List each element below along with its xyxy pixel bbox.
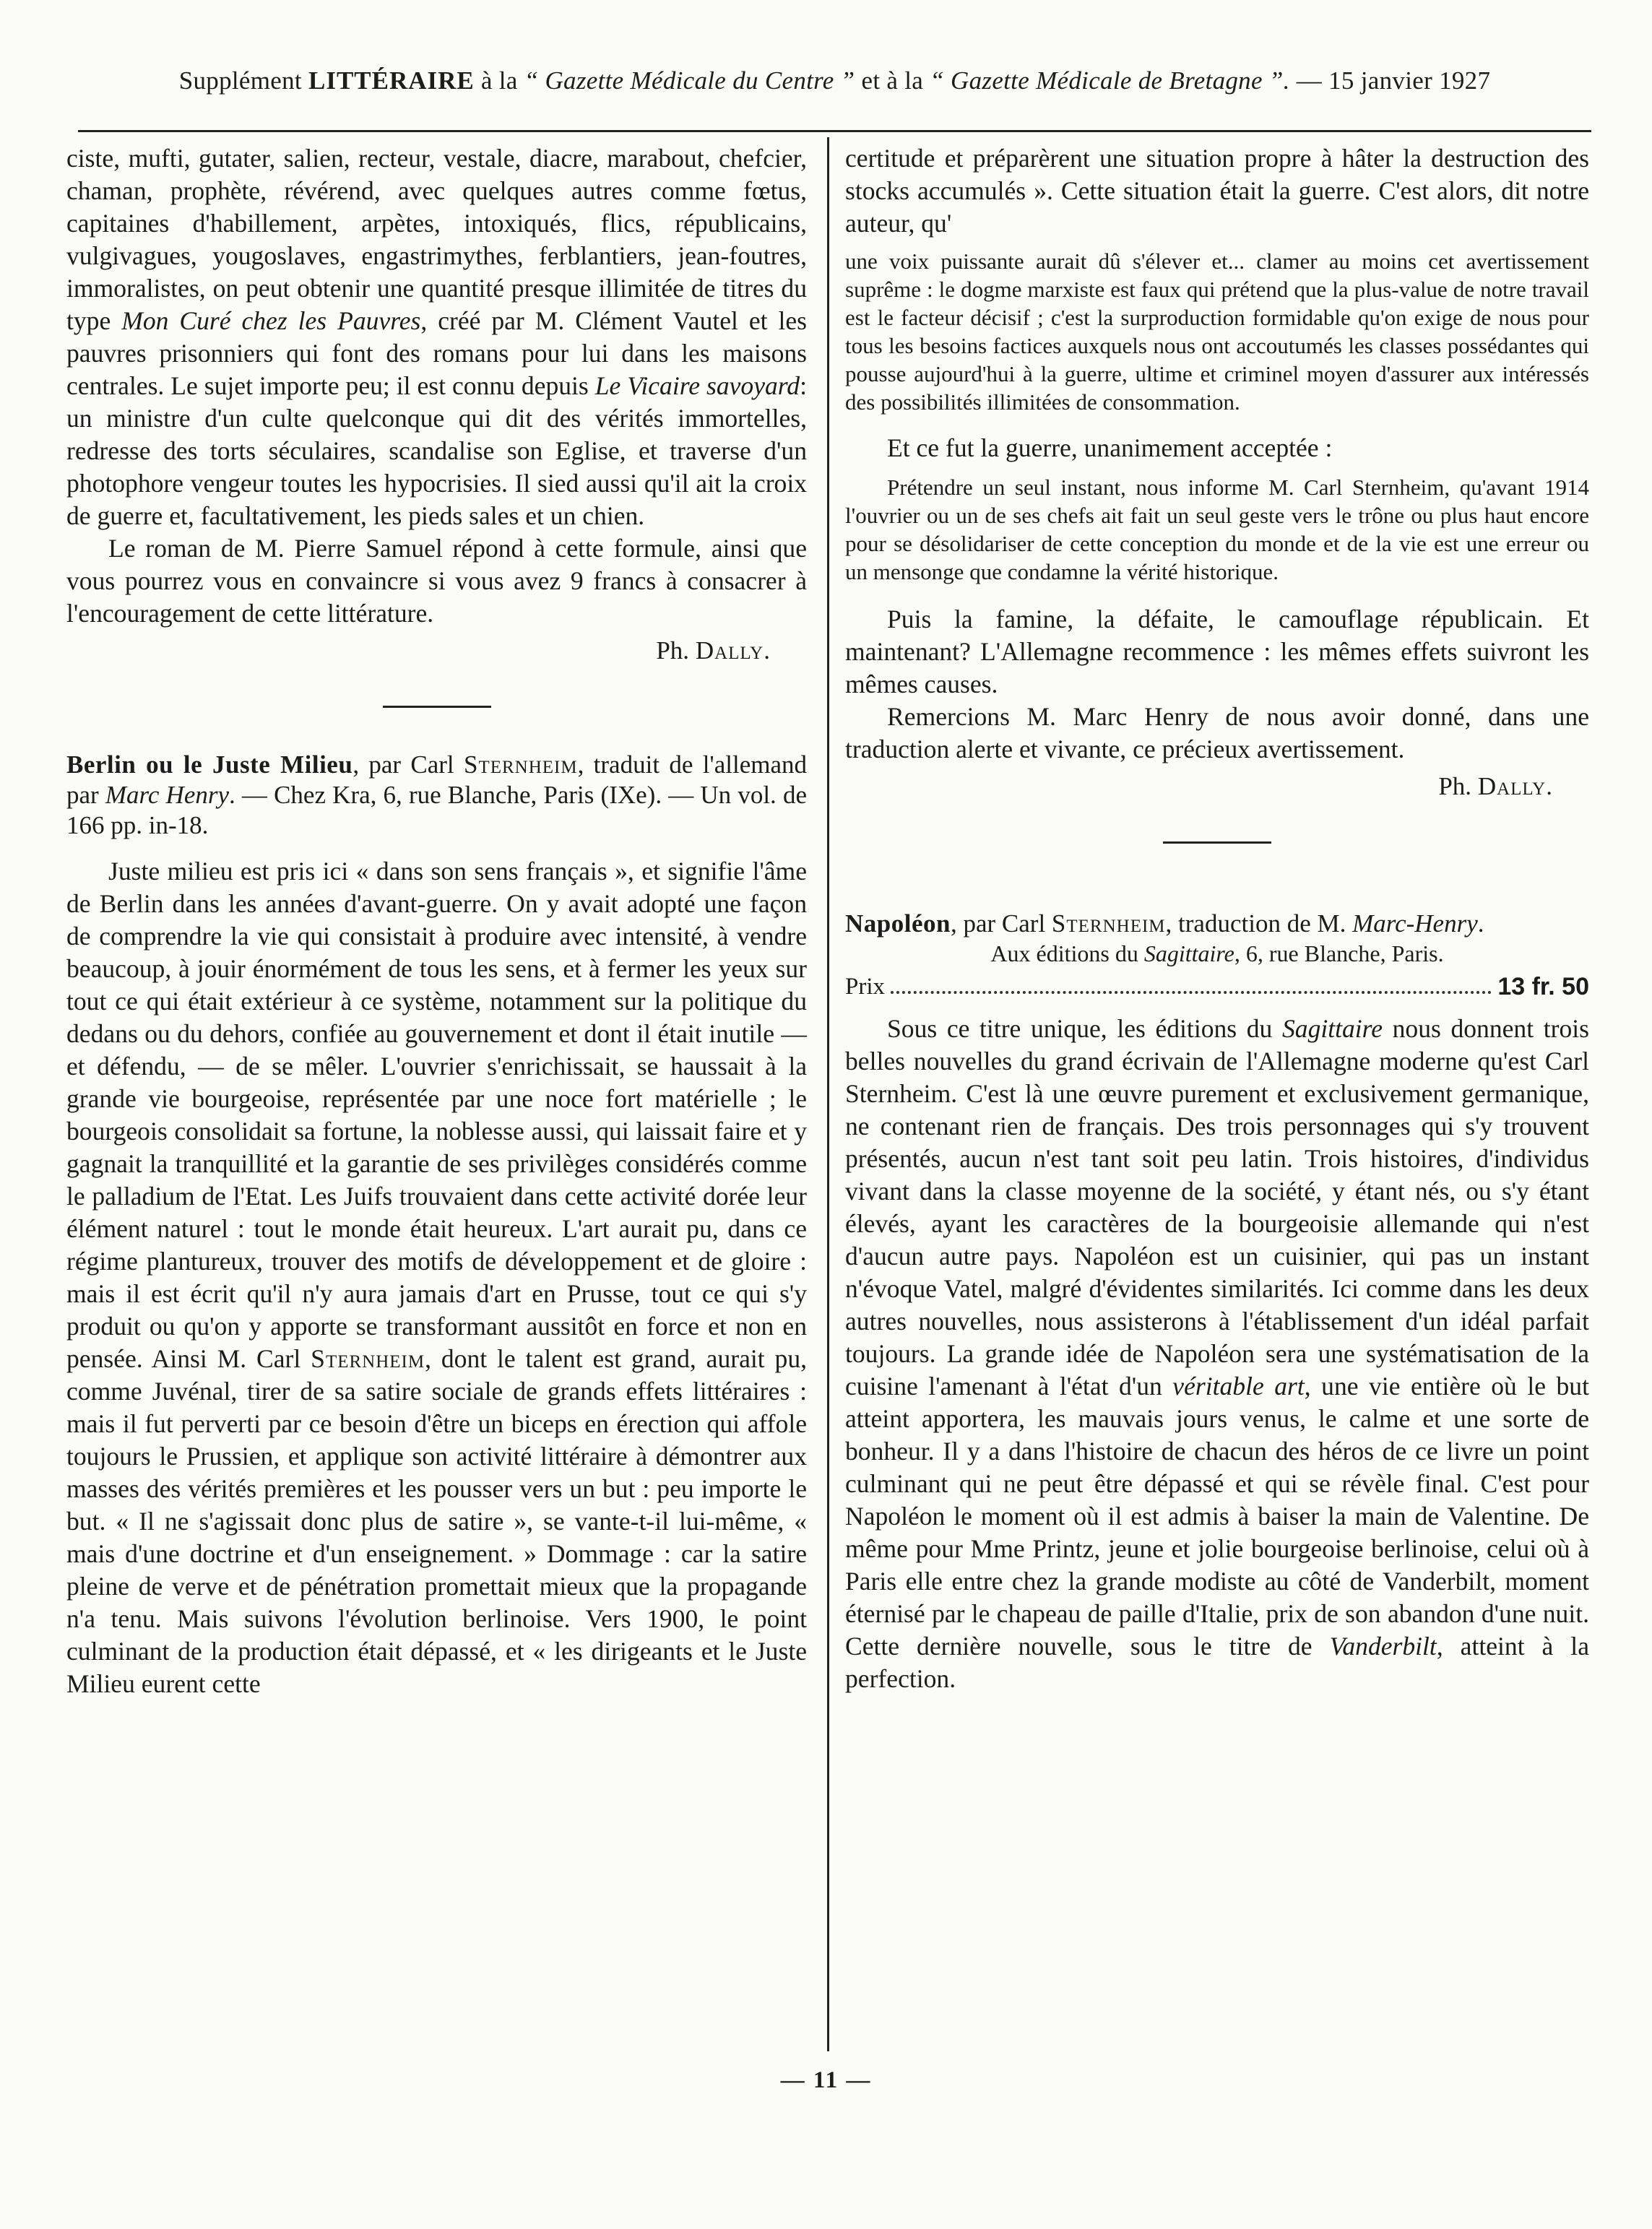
header-rule bbox=[78, 130, 1591, 132]
right-paragraph-3: Puis la famine, la défaite, le camouflage républicain. Et maintenant? L'Allemagne recommence : les mêmes effets suivront les mêmes causes. bbox=[845, 605, 1589, 698]
header-a-la: à la bbox=[480, 66, 518, 95]
book-publisher-line: Aux éditions du Sagittaire, 6, rue Blanche, Paris. bbox=[990, 940, 1444, 966]
berlin-review-paragraph: Juste milieu est pris ici « dans son sens français », et signifie l'âme de Berlin dans les années d'avant-guerre. On y avait adopté une façon de comprendre la vie qui consistait à produire avec intensité, à vendre beaucoup, à jouir énormément de tous les sens, et à fermer les yeux sur tout ce qui était extérieur à ce système, notamment sur la politique du dedans ou du dehors, confiée au gouvernement et dont il était inutile — et défendu, — de se mêler. L'ouvrier s'enrichissait, se haussait à la grande vie bourgeoise, représentée par une noce fort matérielle ; le bourgeois consolidait sa fortune, la noblesse aussi, qui laissait faire et y gagnait la tranquillité et la garantie de ses privilèges considérés comme le palladium de l'Etat. Les Juifs trouvaient dans cette activité dorée leur élément naturel : tout le monde était heureux. L'art aurait pu, dans ce régime plantureux, trouver des motifs de développement et de gloire : mais il est écrit qu'il n'y aura jamais d'art en Prusse, tout ce qui s'y produit ou qu'on y apporte se transformant aussitôt en force et non en pensée. Ainsi M. Carl Sternheim, dont le talent est grand, aurait pu, comme Juvénal, tirer de sa satire sociale de grands effets littéraires : mais il fut perverti par ce besoin d'être un biceps en érection qui affole toujours le Prussien, et applique son activité littéraire à démontrer aux masses des vérités premières et les pousser vers un but : peu importe le but. « Il ne s'agissait donc plus de satire », se vante-t-il lui-même, « mais d'une doctrine et d'un enseignement. » Dommage : car la satire pleine de verve et de pénétration promettait mieux que la propagande n'a tenu. Mais suivons l'évolution berlinoise. Vers 1900, le point culminant de la production était dépassé, et « les dirigeants et le Juste Milieu eurent cette bbox=[66, 857, 807, 1698]
section-separator-1 bbox=[383, 706, 491, 708]
header-date: — 15 janvier 1927 bbox=[1296, 66, 1491, 95]
right-paragraph-1: certitude et préparèrent une situation propre à hâter la destruction des stocks accumulés ». Cette situation était la guerre. C'est alors, dit notre auteur, qu' bbox=[845, 144, 1589, 238]
right-paragraph-2: Et ce fut la guerre, unanimement acceptée : bbox=[887, 433, 1333, 462]
page-number: — 11 — bbox=[780, 2067, 872, 2093]
price-line bbox=[845, 971, 1589, 1003]
left-paragraph-1: ciste, mufti, gutater, salien, recteur, vestale, diacre, marabout, chefcier, chaman, prophète, révérend, avec quelques autres comme fœtus, capitaines d'habillement, arpètes, intoxiqués, flics, républicains, vulgivagues, yougoslaves, engastrimythes, ferblantiers, jean-foutres, immoralistes, on peut obtenir une quantité presque illimitée de titres du type Mon Curé chez les Pauvres, créé par M. Clément Vautel et les pauvres prisonniers qui font des romans pour lui dans les maisons centrales. Le sujet importe peu; il est connu depuis Le Vicaire savoyard: un ministre d'un culte quelconque qui dit des vérités immortelles, redresse des torts séculaires, scandalise son Eglise, et traverse d'un photophore vengeur toutes les hypocrisies. Il sied aussi qu'il ait la croix de guerre et, facultativement, les pieds sales et un chien. bbox=[66, 144, 808, 530]
price-leader-dots bbox=[891, 971, 1492, 994]
price-label: Prix bbox=[845, 974, 886, 1000]
section-separator-2 bbox=[1163, 841, 1271, 844]
header-litteraire: LITTÉRAIRE bbox=[308, 66, 475, 95]
quotation-2: Prétendre un seul instant, nous informe M. Carl Sternheim, qu'avant 1914 l'ouvrier ou un de ses chefs ait fait un seul geste vers le trône ou plus haut encore pour se désolidariser de cette conception du monde et de la vie est une erreur ou un mensonge que condamne la vérité historique. bbox=[845, 475, 1589, 584]
header-gazette-bretagne: “ Gazette Médicale de Bretagne ”. bbox=[930, 66, 1290, 95]
napoleon-review-paragraph: Sous ce titre unique, les éditions du Sagittaire nous donnent trois belles nouvelles du grand écrivain de l'Allemagne moderne qu'est Carl Sternheim. C'est là une œuvre purement et exclusivement germanique, ne contenant rien de français. Des trois personnages qui s'y trouvent présentés, aucun n'est tant soit peu latin. Trois histoires, d'individus vivant dans la classe moyenne de la société, y étant nés, ou s'y étant élevés, ayant les caractères de la bourgeoisie allemande qui n'est d'aucun autre pays. Napoléon est un cuisinier, qui pas un instant n'évoque Vatel, malgré d'évidentes similarités. Ici comme dans les deux autres nouvelles, nous assisterons à l'établissement d'un idéal parfait toujours. La grande idée de Napoléon sera une systématisation de la cuisine l'amenant à l'état d'un véritable art, une vie entière où le but atteint apportera, les mauvais jours venus, le calme et une sorte de bonheur. Il y a dans l'histoire de chacun des héros de ce livre un point culminant qui ne peut être dépassé et qui se révèle final. C'est pour Napoléon le moment où il est admis à baiser la main de Valentine. De même pour Mme Printz, jeune et jolie bourgeoise berlinoise, celui où à Paris elle entre chez la grande modiste au côté de Vanderbilt, moment éternisé par le chapeau de paille d'Italie, prix de son abandon d'une nuit. Cette dernière nouvelle, sous le titre de Vanderbilt, atteint à la perfection. bbox=[845, 1014, 1589, 1693]
book-heading-berlin: Berlin ou le Juste Milieu, par Carl Sternheim, traduit de l'allemand par Marc Henry. — Chez Kra, 6, rue Blanche, Paris (IXe). — Un vol. de 166 pp. in-18. bbox=[66, 750, 808, 839]
header-prefix: Supplément bbox=[178, 66, 302, 95]
left-paragraph-2: Le roman de M. Pierre Samuel répond à cette formule, ainsi que vous pourrez vous en convaincre si vous avez 9 francs à consacrer à l'encouragement de cette littérature. bbox=[66, 534, 807, 628]
book-heading-napoleon: Napoléon, par Carl Sternheim, traduction de M. Marc-Henry. bbox=[845, 909, 1484, 938]
running-header bbox=[78, 66, 1591, 95]
header-et-a-la: et à la bbox=[861, 66, 924, 95]
price-value: 13 fr. 50 bbox=[1497, 973, 1589, 1000]
column-rule bbox=[827, 137, 829, 2051]
left-column bbox=[66, 142, 807, 1700]
signature-1: Ph. Dally. bbox=[656, 636, 771, 665]
header-gazette-centre: “ Gazette Médicale du Centre ” bbox=[524, 66, 855, 95]
right-paragraph-4: Remercions M. Marc Henry de nous avoir donné, dans une traduction alerte et vivante, ce précieux avertissement. bbox=[845, 702, 1589, 763]
right-column bbox=[845, 142, 1589, 1695]
quotation-1: une voix puissante aurait dû s'élever et... clamer au moins cet avertissement suprême : le dogme marxiste est faux qui prétend que la plus-value de notre travail est le facteur décisif ; c'est la surproduction formidable qu'on exige de nous pour tous les besoins factices auxquels nous ont accoutumés les classes possédantes qui pousse aujourd'hui à la guerre, ultime et criminel moyen d'assurer aux intéressés des possibilités illimitées de consommation. bbox=[845, 248, 1589, 415]
signature-2: Ph. Dally. bbox=[1438, 772, 1553, 800]
